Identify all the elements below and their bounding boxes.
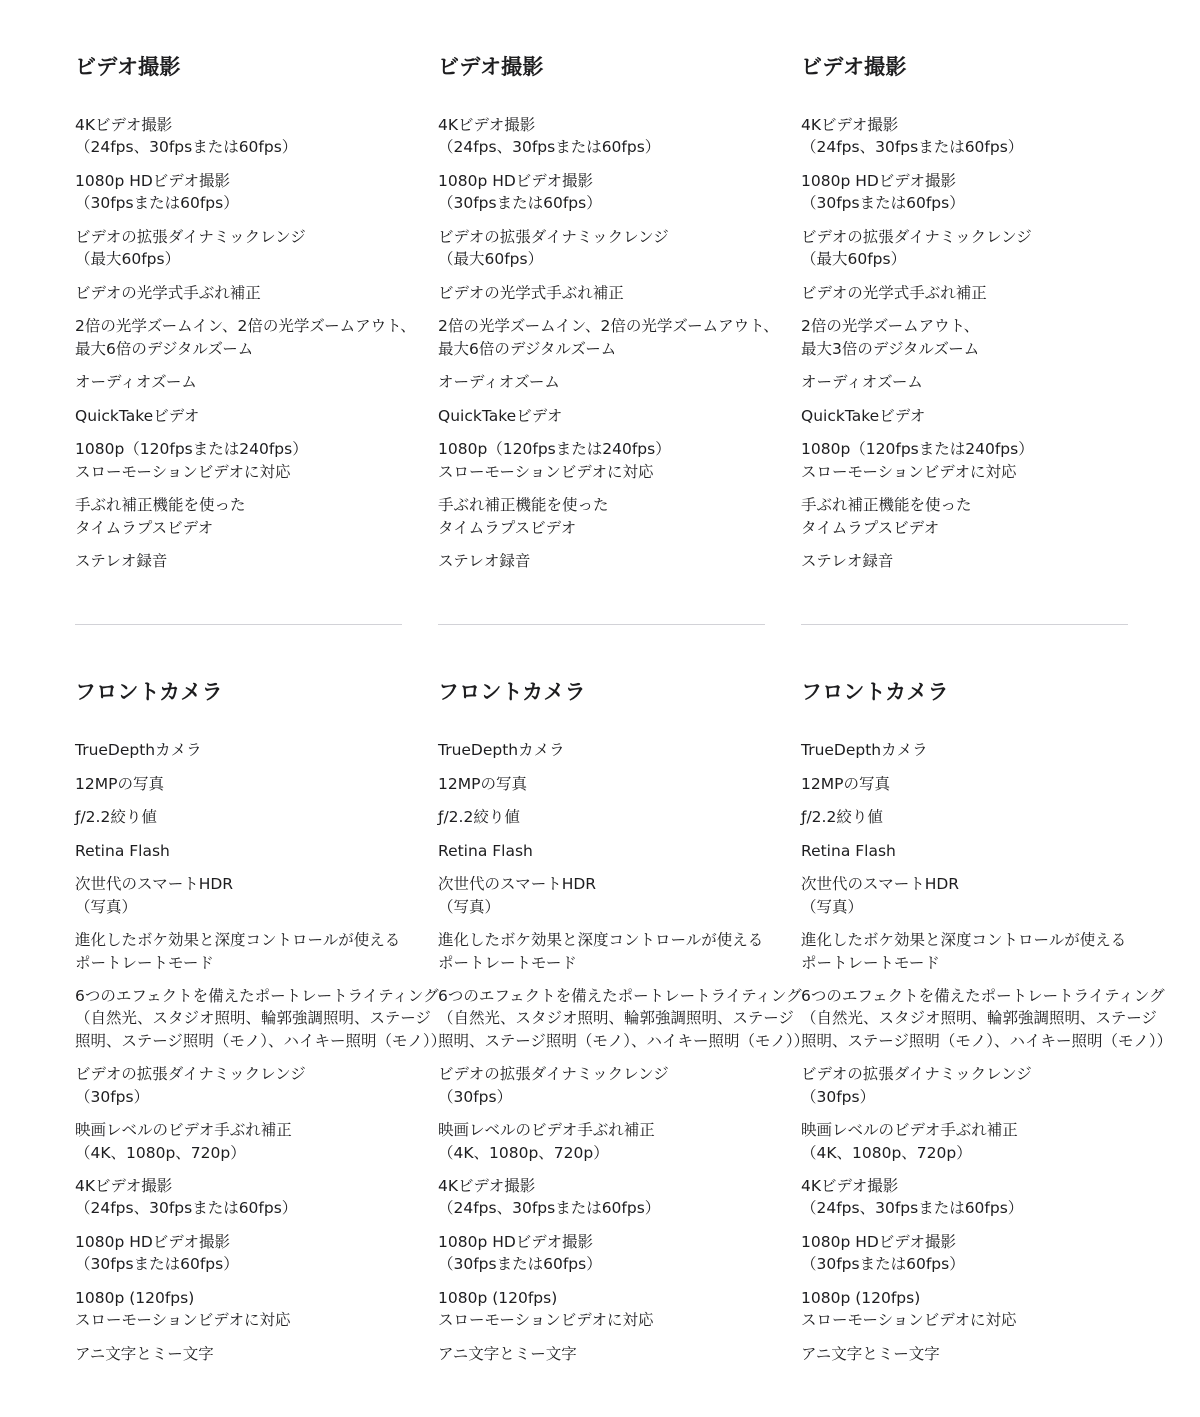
spec-line: 2倍の光学ズームイン、2倍の光学ズームアウト、 [75,317,416,336]
spec-line: TrueDepthカメラ [438,741,565,759]
spec-item [438,1119,809,1164]
spec-line: ビデオの拡張ダイナミックレンジ [75,227,306,246]
spec-line: （30fpsまたは60fps） [801,194,965,213]
spec-line: ビデオの拡張ダイナミックレンジ [438,1065,669,1084]
spec-item [438,282,779,304]
section-heading: フロントカメラ [438,680,586,704]
spec-item [438,1343,809,1365]
spec-line: （30fpsまたは60fps） [438,1255,602,1274]
spec-line: 6つのエフェクトを備えたポートレートライティング [801,987,1165,1006]
spec-item [801,1231,1172,1276]
spec-line: （4K、1080p、720p） [438,1143,609,1162]
spec-line: （30fps） [438,1087,513,1106]
spec-item [438,806,809,828]
spec-line: 1080p（120fpsまたは240fps） [438,440,671,459]
spec-line: ビデオの拡張ダイナミックレンジ [438,227,669,246]
spec-line: 最大6倍のデジタルズーム [438,339,617,358]
spec-item [801,1063,1172,1108]
spec-item [75,371,416,393]
spec-item [75,773,446,795]
spec-line: 進化したボケ効果と深度コントロールが使える [75,931,401,950]
spec-item [75,170,416,215]
section-divider [801,624,1128,625]
spec-line: ビデオの拡張ダイナミックレンジ [75,1065,306,1084]
spec-item [438,739,809,761]
spec-line: （30fpsまたは60fps） [75,194,239,213]
spec-item [438,371,779,393]
spec-line: 1080p HDビデオ撮影 [75,1233,230,1252]
spec-line: ビデオの拡張ダイナミックレンジ [801,227,1032,246]
spec-line: （30fpsまたは60fps） [438,194,602,213]
spec-item [75,985,446,1052]
spec-item [75,438,416,483]
spec-line: （4K、1080p、720p） [75,1143,246,1162]
spec-line: Retina Flash [801,841,896,860]
spec-item [801,405,1034,427]
spec-line: （4K、1080p、720p） [801,1143,972,1162]
spec-item [75,282,416,304]
spec-line: （自然光、スタジオ照明、輪郭強調照明、ステージ [801,1009,1157,1028]
section-heading: フロントカメラ [75,680,223,704]
spec-line: TrueDepthカメラ [801,741,928,759]
spec-line: 進化したボケ効果と深度コントロールが使える [801,931,1127,950]
spec-line: 1080p HDビデオ撮影 [801,171,956,190]
spec-item [801,739,1172,761]
spec-line: スローモーションビデオに対応 [75,1311,291,1330]
spec-line: QuickTakeビデオ [801,406,926,425]
section-heading: ビデオ撮影 [801,55,907,79]
spec-line: 2倍の光学ズームイン、2倍の光学ズームアウト、 [438,317,779,336]
spec-line: QuickTakeビデオ [75,406,200,425]
spec-item [438,1287,809,1332]
spec-line: （24fps、30fpsまたは60fps） [75,138,298,157]
spec-line: 進化したボケ効果と深度コントロールが使える [438,931,764,950]
spec-line: スローモーションビデオに対応 [438,1311,654,1330]
spec-line: （24fps、30fpsまたは60fps） [75,1199,298,1218]
spec-line: タイムラプスビデオ [438,518,577,537]
spec-item [438,985,809,1052]
spec-line: 映画レベルのビデオ手ぶれ補正 [75,1121,292,1140]
spec-line: 1080p HDビデオ撮影 [801,1233,956,1252]
spec-item [75,494,416,539]
spec-line: 次世代のスマートHDR [438,875,597,894]
spec-line: 4Kビデオ撮影 [75,116,173,134]
spec-line: （自然光、スタジオ照明、輪郭強調照明、ステージ [438,1009,794,1028]
spec-item [438,929,809,974]
spec-item [801,1343,1172,1365]
spec-line: 映画レベルのビデオ手ぶれ補正 [801,1121,1018,1140]
spec-item [75,405,416,427]
spec-item [75,840,446,862]
spec-line: 1080p HDビデオ撮影 [75,171,230,190]
spec-item [438,550,779,572]
spec-item [438,438,779,483]
spec-item [438,315,779,360]
spec-item [801,282,1034,304]
spec-item [801,1175,1172,1220]
spec-line: （24fps、30fpsまたは60fps） [438,1199,661,1218]
spec-line: （24fps、30fpsまたは60fps） [438,138,661,157]
spec-item [801,840,1172,862]
spec-line: （24fps、30fpsまたは60fps） [801,138,1024,157]
spec-item [75,114,416,159]
spec-line: 12MPの写真 [75,774,164,793]
spec-line: ビデオの光学式手ぶれ補正 [801,283,987,302]
spec-item [438,873,809,918]
spec-line: 4Kビデオ撮影 [438,1177,536,1196]
spec-item [801,494,1034,539]
spec-item [438,226,779,271]
spec-line: 1080p（120fpsまたは240fps） [801,440,1034,459]
spec-item [801,873,1172,918]
spec-line: （24fps、30fpsまたは60fps） [801,1199,1024,1218]
spec-line: ステレオ録音 [801,552,894,571]
section-heading: フロントカメラ [801,680,949,704]
spec-line: 6つのエフェクトを備えたポートレートライティング [75,987,439,1006]
spec-line: （30fpsまたは60fps） [801,1255,965,1274]
spec-list [438,739,809,1376]
spec-line: QuickTakeビデオ [438,406,563,425]
spec-line: ステレオ録音 [75,552,168,571]
spec-line: ビデオの光学式手ぶれ補正 [438,283,624,302]
spec-line: タイムラプスビデオ [801,518,940,537]
spec-line: ƒ/2.2絞り値 [801,808,883,827]
spec-list [801,114,1034,584]
section-divider [75,624,402,625]
spec-line: スローモーションビデオに対応 [801,1311,1017,1330]
spec-item [75,1063,446,1108]
spec-item [438,1063,809,1108]
spec-item [438,840,809,862]
spec-line: 1080p (120fps) [438,1288,558,1307]
spec-item [438,405,779,427]
spec-item [801,315,1034,360]
spec-line: 手ぶれ補正機能を使った [75,496,246,515]
spec-line: 1080p HDビデオ撮影 [438,171,593,190]
spec-item [75,806,446,828]
spec-item [75,226,416,271]
spec-item [438,114,779,159]
spec-item [75,1231,446,1276]
spec-line: 1080p（120fpsまたは240fps） [75,440,308,459]
spec-line: 1080p (120fps) [801,1288,921,1307]
spec-line: ƒ/2.2絞り値 [75,808,157,827]
spec-line: 1080p HDビデオ撮影 [438,1233,593,1252]
spec-list [75,739,446,1376]
spec-list [75,114,416,584]
spec-line: 4Kビデオ撮影 [801,116,899,134]
section-heading: ビデオ撮影 [75,55,181,79]
spec-line: ステレオ録音 [438,552,531,571]
spec-line: 2倍の光学ズームアウト、 [801,317,980,336]
spec-line: 4Kビデオ撮影 [801,1177,899,1196]
spec-line: （30fpsまたは60fps） [75,1255,239,1274]
spec-item [801,438,1034,483]
spec-item [801,929,1172,974]
spec-line: アニ文字とミー文字 [438,1344,577,1363]
spec-line: 手ぶれ補正機能を使った [801,496,972,515]
spec-item [75,550,416,572]
spec-line: オーディオズーム [438,373,560,392]
spec-item [801,1287,1172,1332]
spec-line: （最大60fps） [801,250,907,269]
spec-line: （30fps） [801,1087,876,1106]
spec-line: オーディオズーム [75,373,197,392]
section-heading: ビデオ撮影 [438,55,544,79]
spec-line: オーディオズーム [801,373,923,392]
spec-line: ƒ/2.2絞り値 [438,808,520,827]
spec-line: （写真） [801,897,864,916]
spec-line: 6つのエフェクトを備えたポートレートライティング [438,987,802,1006]
spec-item [801,114,1034,159]
spec-line: タイムラプスビデオ [75,518,214,537]
spec-line: スローモーションビデオに対応 [801,462,1017,481]
spec-item [438,773,809,795]
section-divider [438,624,765,625]
spec-line: TrueDepthカメラ [75,741,202,759]
spec-list [438,114,779,584]
spec-line: 照明、ステージ照明（モノ）、ハイキー照明（モノ）） [438,1031,810,1050]
spec-line: 12MPの写真 [801,774,890,793]
spec-line: （写真） [75,897,138,916]
spec-item [75,739,446,761]
spec-line: アニ文字とミー文字 [75,1344,214,1363]
spec-line: 最大3倍のデジタルズーム [801,339,980,358]
spec-item [75,873,446,918]
spec-item [801,806,1172,828]
spec-item [75,1287,446,1332]
spec-item [801,1119,1172,1164]
spec-line: 照明、ステージ照明（モノ）、ハイキー照明（モノ）） [75,1031,447,1050]
spec-item [438,1175,809,1220]
spec-line: アニ文字とミー文字 [801,1344,940,1363]
spec-item [75,1343,446,1365]
spec-item [801,985,1172,1052]
spec-line: ポートレートモード [801,953,940,972]
spec-line: 1080p (120fps) [75,1288,195,1307]
spec-line: スローモーションビデオに対応 [75,462,291,481]
spec-item [75,315,416,360]
spec-line: スローモーションビデオに対応 [438,462,654,481]
spec-item [801,170,1034,215]
spec-line: 次世代のスマートHDR [75,875,234,894]
spec-item [801,773,1172,795]
spec-line: （写真） [438,897,501,916]
spec-item [801,226,1034,271]
spec-item [75,1175,446,1220]
spec-line: （最大60fps） [438,250,544,269]
spec-line: 12MPの写真 [438,774,527,793]
spec-line: ビデオの拡張ダイナミックレンジ [801,1065,1032,1084]
spec-item [75,1119,446,1164]
spec-item [438,1231,809,1276]
spec-line: 照明、ステージ照明（モノ）、ハイキー照明（モノ）） [801,1031,1173,1050]
spec-list [801,739,1172,1376]
spec-line: 次世代のスマートHDR [801,875,960,894]
spec-line: Retina Flash [75,841,170,860]
spec-line: Retina Flash [438,841,533,860]
spec-line: 映画レベルのビデオ手ぶれ補正 [438,1121,655,1140]
spec-line: （最大60fps） [75,250,181,269]
spec-line: 4Kビデオ撮影 [438,116,536,134]
spec-line: ポートレートモード [438,953,577,972]
spec-line: （自然光、スタジオ照明、輪郭強調照明、ステージ [75,1009,431,1028]
spec-line: 手ぶれ補正機能を使った [438,496,609,515]
spec-item [801,371,1034,393]
spec-line: ビデオの光学式手ぶれ補正 [75,283,261,302]
spec-line: ポートレートモード [75,953,214,972]
spec-item [75,929,446,974]
spec-item [801,550,1034,572]
spec-item [438,170,779,215]
spec-item [438,494,779,539]
spec-line: （30fps） [75,1087,150,1106]
spec-line: 4Kビデオ撮影 [75,1177,173,1196]
spec-line: 最大6倍のデジタルズーム [75,339,254,358]
